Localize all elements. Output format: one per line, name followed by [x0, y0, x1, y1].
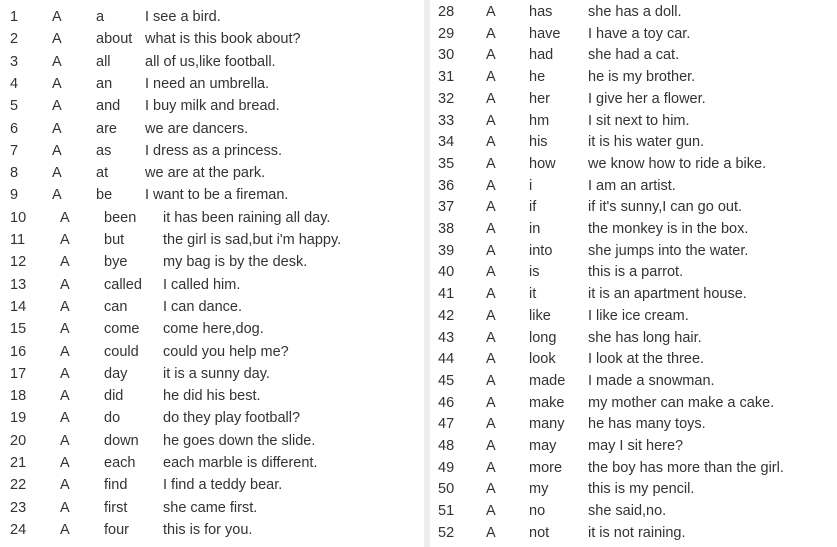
row-letter: A — [486, 4, 496, 20]
row-letter: A — [486, 459, 496, 476]
row-word: my — [529, 481, 549, 498]
row-sentence: he is my brother. — [588, 69, 696, 86]
row-number: 48 — [438, 438, 455, 454]
row-sentence: we are dancers. — [145, 120, 249, 137]
row-word: as — [96, 142, 112, 159]
row-letter: A — [52, 120, 62, 137]
row-number: 4 — [10, 75, 19, 92]
row-sentence: she came first. — [163, 499, 258, 516]
row-number: 46 — [438, 394, 455, 411]
row-letter: A — [60, 365, 70, 382]
row-letter: A — [486, 177, 496, 194]
row-number: 35 — [438, 155, 455, 172]
row-number: 28 — [438, 4, 455, 20]
word-row — [0, 341, 424, 363]
word-row — [430, 44, 837, 66]
row-letter: A — [486, 307, 496, 324]
row-sentence: my bag is by the desk. — [163, 254, 308, 271]
word-row — [0, 385, 424, 407]
word-row — [430, 153, 837, 175]
word-row — [430, 131, 837, 153]
row-letter: A — [486, 199, 496, 216]
row-number: 12 — [10, 254, 27, 271]
row-sentence: the monkey is in the box. — [588, 221, 749, 237]
row-sentence: he has many toys. — [588, 416, 706, 433]
row-word: more — [529, 459, 563, 476]
row-word: a — [96, 9, 105, 25]
row-number: 11 — [10, 232, 26, 248]
row-number: 43 — [438, 329, 455, 346]
row-word: how — [529, 155, 556, 172]
row-letter: A — [60, 521, 70, 538]
row-word: have — [529, 25, 561, 42]
row-letter: A — [486, 481, 496, 498]
row-letter: A — [486, 242, 496, 259]
row-word: i — [529, 177, 533, 194]
row-letter: A — [52, 98, 62, 115]
row-number: 23 — [10, 499, 27, 516]
row-sentence: all of us,like football. — [145, 53, 276, 70]
row-letter: A — [486, 286, 496, 303]
row-word: could — [104, 343, 139, 360]
word-row — [0, 51, 424, 73]
row-word: but — [104, 232, 125, 248]
row-number: 49 — [438, 459, 455, 476]
row-sentence: I called him. — [163, 276, 241, 293]
row-number: 3 — [10, 53, 19, 70]
row-letter: A — [60, 343, 70, 360]
row-letter: A — [486, 47, 496, 64]
row-word: had — [529, 47, 554, 64]
row-word: been — [104, 209, 137, 226]
row-letter: A — [486, 112, 496, 129]
row-number: 32 — [438, 90, 455, 107]
row-number: 52 — [438, 524, 455, 541]
row-sentence: I like ice cream. — [588, 307, 689, 324]
word-row — [0, 452, 424, 474]
word-row — [430, 110, 837, 132]
word-row — [430, 457, 837, 479]
row-number: 40 — [438, 264, 455, 281]
row-number: 47 — [438, 416, 455, 433]
row-sentence: what is this book about? — [145, 31, 301, 48]
row-number: 1 — [10, 9, 19, 25]
row-sentence: she has a doll. — [588, 4, 682, 20]
word-list-right — [430, 0, 837, 547]
word-row — [430, 23, 837, 45]
row-word: day — [104, 365, 128, 382]
row-number: 30 — [438, 47, 455, 64]
row-number: 2 — [10, 31, 19, 48]
row-number: 42 — [438, 307, 455, 324]
row-number: 13 — [10, 276, 27, 293]
row-word: not — [529, 524, 550, 541]
word-row — [430, 392, 837, 414]
row-number: 20 — [10, 432, 27, 449]
row-letter: A — [486, 155, 496, 172]
row-letter: A — [486, 221, 496, 237]
row-word: make — [529, 394, 565, 411]
row-sentence: she said,no. — [588, 503, 667, 520]
row-word: long — [529, 329, 557, 346]
row-sentence: it is not raining. — [588, 524, 686, 541]
row-number: 7 — [10, 142, 19, 159]
row-sentence: do they play football? — [163, 410, 301, 427]
row-letter: A — [486, 372, 496, 389]
word-row — [430, 413, 837, 435]
row-sentence: I need an umbrella. — [145, 75, 270, 92]
row-word: did — [104, 388, 124, 405]
row-sentence: this is my pencil. — [588, 481, 695, 498]
row-word: each — [104, 455, 136, 471]
word-row — [0, 519, 424, 541]
row-word: into — [529, 242, 553, 259]
row-word: all — [96, 53, 111, 70]
word-row — [430, 370, 837, 392]
row-sentence: he goes down the slide. — [163, 432, 316, 449]
row-letter: A — [60, 388, 70, 405]
row-number: 45 — [438, 372, 455, 389]
row-sentence: I see a bird. — [145, 9, 221, 25]
row-word: is — [529, 264, 540, 281]
row-word: and — [96, 98, 121, 115]
row-word: many — [529, 416, 565, 433]
row-sentence: this is a parrot. — [588, 264, 684, 281]
word-row — [0, 318, 424, 340]
row-letter: A — [486, 90, 496, 107]
row-word: four — [104, 521, 129, 538]
word-row — [430, 175, 837, 197]
row-word: about — [96, 31, 133, 48]
row-word: like — [529, 307, 551, 324]
row-number: 21 — [10, 455, 27, 471]
row-letter: A — [52, 75, 62, 92]
row-word: an — [96, 75, 113, 92]
row-sentence: it is an apartment house. — [588, 286, 747, 303]
row-word: be — [96, 187, 113, 204]
row-sentence: if it's sunny,I can go out. — [588, 199, 743, 216]
word-row — [0, 184, 424, 206]
row-word: can — [104, 298, 128, 315]
row-sentence: she jumps into the water. — [588, 242, 749, 259]
row-letter: A — [486, 134, 496, 151]
row-letter: A — [60, 209, 70, 226]
row-sentence: I buy milk and bread. — [145, 98, 280, 115]
row-letter: A — [52, 53, 62, 70]
row-sentence: I have a toy car. — [588, 25, 691, 42]
row-letter: A — [60, 276, 70, 293]
row-number: 5 — [10, 98, 19, 115]
row-letter: A — [486, 69, 496, 86]
row-sentence: she had a cat. — [588, 47, 680, 64]
word-row — [430, 240, 837, 262]
row-sentence: each marble is different. — [163, 455, 318, 471]
row-word: bye — [104, 254, 128, 271]
word-row — [0, 407, 424, 429]
row-number: 10 — [10, 209, 27, 226]
row-word: he — [529, 69, 546, 86]
row-sentence: it has been raining all day. — [163, 209, 331, 226]
row-letter: A — [486, 25, 496, 42]
row-letter: A — [60, 254, 70, 271]
row-number: 39 — [438, 242, 455, 259]
row-word: no — [529, 503, 546, 520]
row-number: 36 — [438, 177, 455, 194]
row-sentence: I made a snowman. — [588, 372, 715, 389]
row-letter: A — [60, 477, 70, 494]
row-letter: A — [52, 9, 62, 25]
word-row — [0, 140, 424, 162]
row-sentence: the girl is sad,but i'm happy. — [163, 232, 342, 248]
row-letter: A — [486, 394, 496, 411]
row-number: 6 — [10, 120, 19, 137]
word-row — [0, 28, 424, 50]
row-letter: A — [60, 321, 70, 338]
row-sentence: I can dance. — [163, 298, 242, 315]
row-sentence: could you help me? — [163, 343, 289, 360]
row-number: 15 — [10, 321, 27, 338]
word-row — [0, 363, 424, 385]
row-letter: A — [486, 264, 496, 281]
row-word: his — [529, 134, 548, 151]
row-letter: A — [60, 410, 70, 427]
word-row — [0, 118, 424, 140]
row-word: it — [529, 286, 537, 303]
row-number: 51 — [438, 503, 455, 520]
row-letter: A — [60, 298, 70, 315]
row-letter: A — [52, 31, 62, 48]
row-number: 29 — [438, 25, 455, 42]
word-row — [0, 162, 424, 184]
word-row — [430, 305, 837, 327]
row-letter: A — [486, 438, 496, 454]
word-row — [430, 500, 837, 522]
word-row — [430, 196, 837, 218]
row-sentence: I find a teddy bear. — [163, 477, 283, 494]
row-number: 8 — [10, 165, 19, 182]
row-word: made — [529, 372, 566, 389]
row-letter: A — [52, 187, 62, 204]
row-word: her — [529, 90, 550, 107]
row-sentence: he did his best. — [163, 388, 261, 405]
row-letter: A — [60, 499, 70, 516]
row-sentence: the boy has more than the girl. — [588, 459, 784, 476]
row-word: come — [104, 321, 140, 338]
row-word: find — [104, 477, 128, 494]
row-sentence: I sit next to him. — [588, 112, 690, 129]
row-letter: A — [60, 232, 70, 248]
row-letter: A — [486, 503, 496, 520]
row-letter: A — [486, 351, 496, 368]
row-number: 24 — [10, 521, 27, 538]
word-row — [0, 95, 424, 117]
row-number: 16 — [10, 343, 27, 360]
row-number: 33 — [438, 112, 455, 129]
row-number: 37 — [438, 199, 455, 216]
word-row — [0, 474, 424, 496]
row-word: if — [529, 199, 537, 216]
row-word: down — [104, 432, 139, 449]
row-letter: A — [486, 524, 496, 541]
row-number: 19 — [10, 410, 27, 427]
word-row — [430, 261, 837, 283]
row-sentence: I give her a flower. — [588, 90, 706, 107]
word-row — [430, 435, 837, 457]
row-sentence: it is a sunny day. — [163, 365, 270, 382]
word-row — [0, 207, 424, 229]
word-row — [430, 66, 837, 88]
word-row — [0, 430, 424, 452]
row-number: 22 — [10, 477, 27, 494]
row-word: are — [96, 120, 117, 137]
word-row — [430, 522, 837, 544]
row-sentence: I want to be a fireman. — [145, 187, 289, 204]
row-word: at — [96, 165, 109, 182]
row-number: 50 — [438, 481, 455, 498]
word-row — [430, 218, 837, 240]
row-word: called — [104, 276, 142, 293]
row-word: look — [529, 351, 556, 368]
row-letter: A — [486, 329, 496, 346]
row-letter: A — [52, 142, 62, 159]
row-number: 17 — [10, 365, 27, 382]
row-word: hm — [529, 112, 550, 129]
word-row — [430, 283, 837, 305]
row-number: 44 — [438, 351, 455, 368]
row-sentence: this is for you. — [163, 521, 253, 538]
row-sentence: I dress as a princess. — [145, 142, 282, 159]
row-number: 34 — [438, 134, 455, 151]
row-sentence: I look at the three. — [588, 351, 705, 368]
row-letter: A — [60, 455, 70, 471]
row-sentence: come here,dog. — [163, 321, 264, 338]
word-row — [0, 229, 424, 251]
row-sentence: we are at the park. — [145, 165, 266, 182]
row-sentence: I am an artist. — [588, 177, 676, 194]
word-row — [0, 73, 424, 95]
row-number: 41 — [438, 286, 455, 303]
word-row — [430, 348, 837, 370]
row-number: 31 — [438, 69, 455, 86]
word-row — [0, 6, 424, 28]
word-row — [0, 497, 424, 519]
word-row — [0, 251, 424, 273]
row-number: 18 — [10, 388, 27, 405]
row-word: do — [104, 410, 121, 427]
row-letter: A — [52, 165, 62, 182]
row-word: may — [529, 438, 557, 454]
word-row — [0, 274, 424, 296]
row-letter: A — [486, 416, 496, 433]
row-sentence: my mother can make a cake. — [588, 394, 775, 411]
row-letter: A — [60, 432, 70, 449]
word-row — [430, 1, 837, 23]
row-sentence: we know how to ride a bike. — [588, 155, 767, 172]
row-sentence: she has long hair. — [588, 329, 702, 346]
row-sentence: it is his water gun. — [588, 134, 705, 151]
word-row — [430, 327, 837, 349]
row-word: has — [529, 4, 553, 20]
row-number: 38 — [438, 221, 455, 237]
row-word: in — [529, 221, 541, 237]
row-number: 9 — [10, 187, 19, 204]
word-row — [430, 478, 837, 500]
row-number: 14 — [10, 298, 27, 315]
word-row — [430, 88, 837, 110]
row-word: first — [104, 499, 128, 516]
row-sentence: may I sit here? — [588, 438, 684, 454]
word-row — [0, 296, 424, 318]
